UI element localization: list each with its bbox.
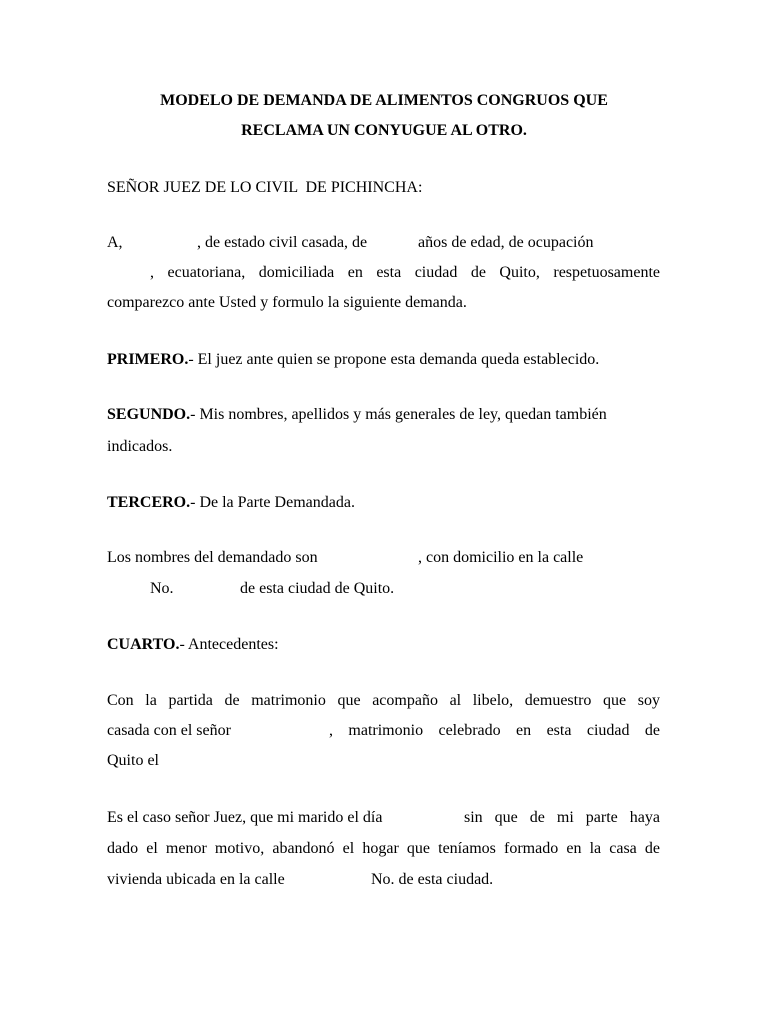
caso-line-3-start: vivienda ubicada en la calle	[107, 871, 285, 888]
clause-primero-heading: PRIMERO.	[107, 351, 189, 368]
demandado-line-2-number: No.	[150, 580, 174, 597]
intro-line-1-start: A,	[107, 234, 123, 251]
salutation: SEÑOR JUEZ DE LO CIVIL DE PICHINCHA:	[107, 179, 423, 196]
intro-line-2: , ecuatoriana, domiciliada en esta ciudad de Quito, respetuosamente	[150, 264, 660, 281]
clause-primero-text: - El juez ante quien se propone esta demanda queda establecido.	[188, 351, 600, 368]
clause-segundo	[107, 405, 607, 425]
clause-segundo-heading: SEGUNDO.	[107, 406, 191, 423]
clause-segundo-line-2: indicados.	[107, 438, 173, 455]
clause-cuarto-text: - Antecedentes:	[179, 636, 279, 653]
clause-segundo-text: - Mis nombres, apellidos y más generales de ley, quedan también	[190, 406, 607, 423]
clause-tercero-heading: TERCERO.	[107, 494, 191, 511]
demandado-line-2-end: de esta ciudad de Quito.	[240, 580, 395, 597]
document-title-line-2: RECLAMA UN CONYUGUE AL OTRO.	[241, 122, 527, 139]
intro-line-3: comparezco ante Usted y formulo la siguiente demanda.	[107, 294, 467, 311]
demandado-line-1-end: , con domicilio en la calle	[418, 549, 584, 566]
intro-line-1-middle: , de estado civil casada, de	[197, 234, 368, 251]
caso-line-3-end: No. de esta ciudad.	[371, 871, 494, 888]
clause-primero	[107, 350, 599, 370]
clause-tercero	[107, 493, 355, 513]
clause-tercero-text: - De la Parte Demandada.	[190, 494, 355, 511]
partida-line-2-end: , matrimonio celebrado en esta ciudad de	[329, 722, 660, 739]
caso-line-2: dado el menor motivo, abandonó el hogar que teníamos formado en la casa de	[107, 840, 660, 857]
document-title-line-1: MODELO DE DEMANDA DE ALIMENTOS CONGRUOS QUE	[160, 92, 608, 109]
partida-line-2-start: casada con el señor	[107, 722, 231, 739]
partida-line-1: Con la partida de matrimonio que acompaño al libelo, demuestro que soy	[107, 692, 660, 709]
caso-line-1-start: Es el caso señor Juez, que mi marido el día	[107, 809, 383, 826]
clause-cuarto	[107, 635, 279, 655]
partida-line-3: Quito el	[107, 752, 159, 769]
demandado-line-1-start: Los nombres del demandado son	[107, 549, 318, 566]
clause-cuarto-heading: CUARTO.	[107, 636, 180, 653]
intro-line-1-end: años de edad, de ocupación	[418, 234, 594, 251]
caso-line-1-end: sin que de mi parte haya	[464, 809, 660, 826]
